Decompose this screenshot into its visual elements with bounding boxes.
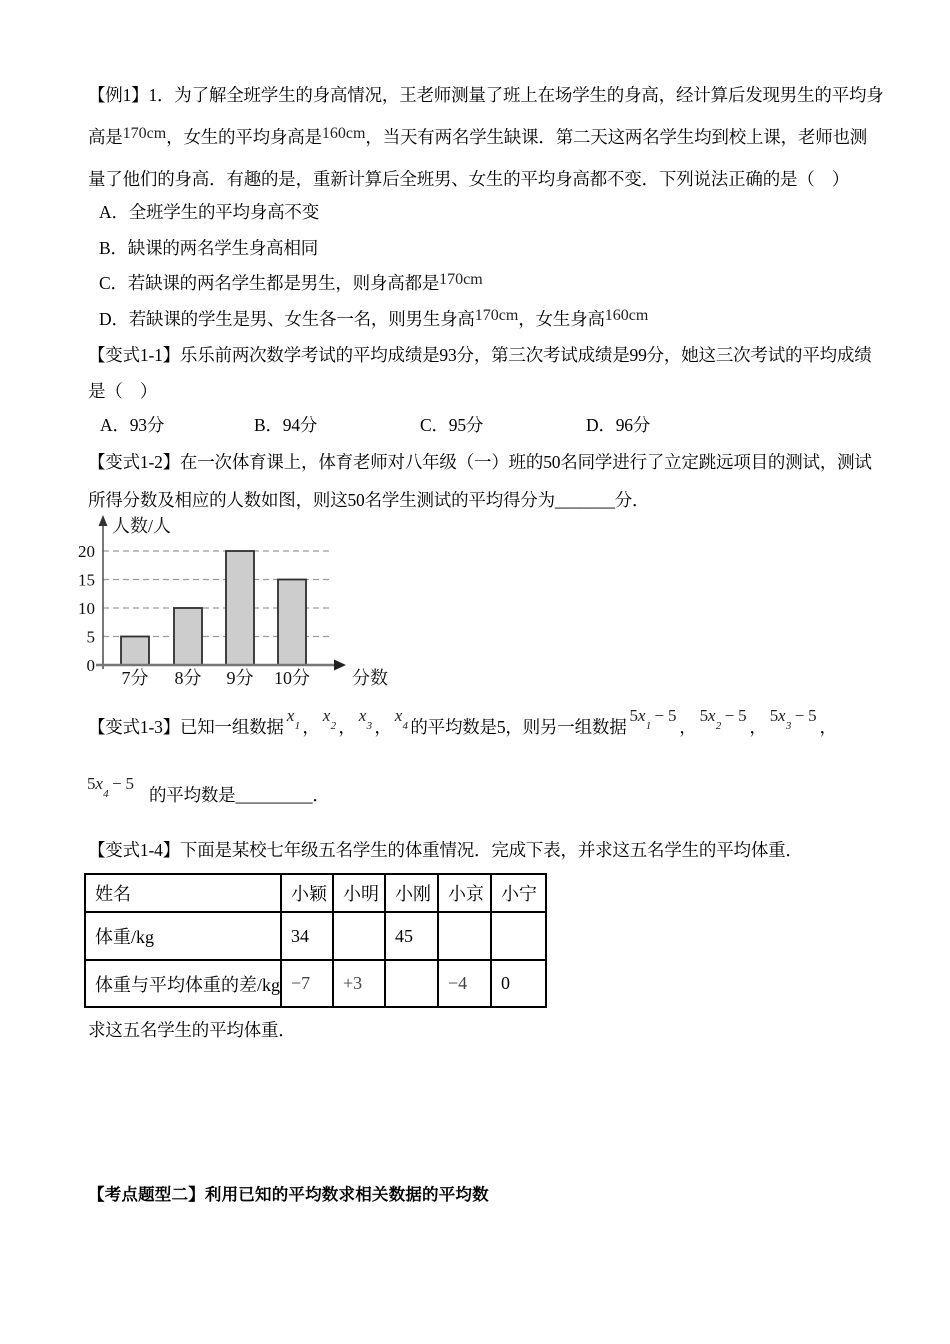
- bar-10分: [278, 580, 306, 666]
- text-run: ，: [338, 717, 356, 737]
- option-text: ，女生身高: [518, 308, 605, 329]
- y-axis-arrow-icon: [99, 515, 108, 526]
- math-var: x: [286, 706, 295, 725]
- math-coef: 5: [629, 706, 638, 725]
- text-run: 【变式1-2】在一次体育课上，体育老师对八年级（一）班的50名同学进行了立定跳远项目的测试，测试: [88, 452, 872, 472]
- table-cell: +3: [333, 960, 385, 1007]
- table-cell: 45: [385, 912, 438, 960]
- bar-7分: [121, 637, 149, 666]
- math-sub: 2: [715, 720, 722, 733]
- text-run: 所得分数及相应的人数如图，则这50名学生测试的平均得分为_______分．: [88, 490, 650, 510]
- paragraph-line: [88, 74, 908, 116]
- math-sub: 1: [645, 720, 651, 733]
- text-run: 求这五名学生的平均体重．: [88, 1020, 296, 1040]
- option-d: D．96分: [586, 415, 651, 435]
- option-c: C．95分: [420, 415, 484, 435]
- option-text: C．若缺课的两名学生都是男生，则身高都是: [99, 273, 440, 293]
- math-coef: 5: [699, 706, 708, 725]
- math-sub: 3: [366, 720, 372, 733]
- table-cell: 34: [281, 912, 333, 960]
- math-coef: 5: [769, 706, 779, 725]
- math-sub: 2: [330, 720, 336, 733]
- math-x4: [395, 694, 408, 744]
- text-run: 【例1】1．为了解全班学生的身高情况，王老师测量了班上在场学生的身高，经计算后发现男生的平均身: [88, 85, 884, 105]
- math-sub: 4: [402, 720, 408, 733]
- text-run: 的平均数是_________．: [148, 785, 330, 805]
- option-c: [99, 266, 899, 302]
- text-run: 【变式1-3】已知一组数据: [88, 717, 284, 737]
- option-a: [99, 195, 899, 231]
- y-axis-title: 人数/人: [112, 516, 172, 536]
- text-run: ，: [819, 717, 837, 737]
- variant-1-3-line2: [84, 773, 684, 817]
- example-1-options: [99, 195, 899, 337]
- section-title: 【考点题型二】利用已知的平均数求相关数据的平均数: [88, 1186, 489, 1204]
- y-tick-label: 5: [86, 627, 95, 647]
- math-5x1-minus-5: [630, 694, 677, 744]
- table-header-cell: 小宁: [491, 874, 546, 912]
- table-row: [85, 912, 546, 960]
- table-cell: [491, 912, 546, 960]
- table-header-row: [85, 874, 546, 912]
- table-cell: 0: [491, 960, 546, 1007]
- math-var: x: [707, 706, 716, 725]
- problem-variant-1-2: [88, 443, 908, 519]
- x-category-label: 9分: [226, 668, 254, 688]
- text-run: ，: [749, 717, 767, 737]
- paragraph-line: [88, 116, 908, 158]
- paragraph-line: [88, 158, 908, 200]
- bar-9分: [226, 551, 254, 665]
- paragraph-line: [88, 373, 908, 409]
- table-header-cell: 姓名: [85, 874, 281, 912]
- text-run: 高是: [88, 127, 123, 147]
- option-text: A．全班学生的平均身高不变: [99, 202, 320, 222]
- math-sub: 1: [294, 720, 300, 733]
- table-header-cell: 小明: [333, 874, 385, 912]
- math-var: x: [394, 706, 403, 725]
- math-var: x: [637, 706, 646, 725]
- math-var: x: [358, 706, 367, 725]
- text-run: ，: [679, 717, 697, 737]
- math-height-170cm: 170cm: [439, 271, 483, 288]
- text-run: ，: [374, 717, 392, 737]
- x-category-label: 10分: [274, 668, 310, 688]
- paragraph-line: [88, 337, 908, 373]
- math-5x3-minus-5: [770, 694, 817, 744]
- y-tick-label: 15: [78, 570, 95, 590]
- table-row: [85, 960, 546, 1007]
- math-var: x: [95, 774, 103, 793]
- option-b: B．94分: [254, 415, 318, 435]
- table-cell: [333, 912, 385, 960]
- score-distribution-bar-chart: [58, 512, 403, 697]
- problem-variant-1-1: [88, 337, 908, 409]
- math-x3: [359, 694, 372, 744]
- problem-variant-1-4: [88, 836, 908, 864]
- math-sub: 4: [103, 788, 109, 801]
- y-tick-label: 0: [86, 656, 95, 675]
- option-a: A．93分: [100, 415, 165, 435]
- x-axis-title: 分数: [352, 668, 388, 688]
- option-text: B．缺课的两名学生身高相同: [99, 237, 319, 258]
- math-tail: − 5: [790, 706, 817, 725]
- math-height-160cm: 160cm: [604, 306, 649, 324]
- problem-example-1: [88, 74, 908, 200]
- option-b: [99, 231, 899, 267]
- text-run: 【变式1-1】乐乐前两次数学考试的平均成绩是93分，第三次考试成绩是99分，她这三次考试的平均成绩: [88, 345, 872, 365]
- y-tick-label: 20: [78, 542, 95, 561]
- math-x1: [287, 694, 300, 744]
- math-height-170cm: 170cm: [122, 125, 167, 142]
- table-cell: [385, 960, 438, 1007]
- math-5x4-minus-5: [87, 762, 134, 812]
- text-run: ，: [302, 717, 320, 737]
- math-tail: − 5: [720, 706, 747, 725]
- weight-table: [84, 873, 547, 1008]
- bar-8分: [174, 608, 202, 665]
- table-header-cell: 小刚: [385, 874, 438, 912]
- math-var: x: [778, 706, 786, 725]
- math-height-160cm: 160cm: [321, 125, 366, 142]
- math-5x2-minus-5: [700, 694, 747, 744]
- table-cell: −4: [438, 960, 491, 1007]
- x-category-label: 7分: [121, 668, 149, 688]
- math-coef: 5: [87, 774, 96, 793]
- y-tick-label: 10: [78, 599, 95, 618]
- x-category-label: 8分: [174, 668, 202, 688]
- table-cell: −7: [281, 960, 333, 1007]
- section-2-heading: [88, 1180, 908, 1210]
- math-x2: [323, 694, 336, 744]
- math-tail: − 5: [107, 774, 134, 793]
- text-run: 量了他们的身高．有趣的是，重新计算后全班男、女生的平均身高都不变．下列说法正确的是（ ）: [88, 169, 850, 189]
- paragraph-line: [88, 443, 908, 481]
- math-var: x: [322, 706, 331, 725]
- x-axis-arrow-icon: [334, 660, 346, 671]
- variant-1-1-options: [0, 412, 950, 438]
- option-text: D．若缺课的学生是男、女生各一名，则男生身高: [99, 308, 475, 329]
- table-follow-up: [88, 1016, 688, 1044]
- problem-variant-1-3: [88, 705, 938, 749]
- math-height-170cm: 170cm: [474, 306, 519, 324]
- math-sub: 3: [785, 720, 792, 733]
- text-run: ，当天有两名学生缺课．第二天这两名学生均到校上课，老师也测: [365, 127, 868, 147]
- text-run: 的平均数是5，则另一组数据: [410, 717, 627, 737]
- table-header-cell: 小颖: [281, 874, 333, 912]
- table-cell: 体重与平均体重的差/kg: [85, 960, 281, 1007]
- text-run: 【变式1-4】下面是某校七年级五名学生的体重情况．完成下表，并求这五名学生的平均体重．: [88, 840, 803, 860]
- text-run: ，女生的平均身高是: [166, 127, 322, 147]
- table-cell: 体重/kg: [85, 912, 281, 960]
- math-tail: − 5: [650, 706, 677, 725]
- table-header-cell: 小京: [438, 874, 491, 912]
- option-d: [99, 302, 899, 338]
- text-run: 是（ ）: [88, 381, 158, 401]
- table-cell: [438, 912, 491, 960]
